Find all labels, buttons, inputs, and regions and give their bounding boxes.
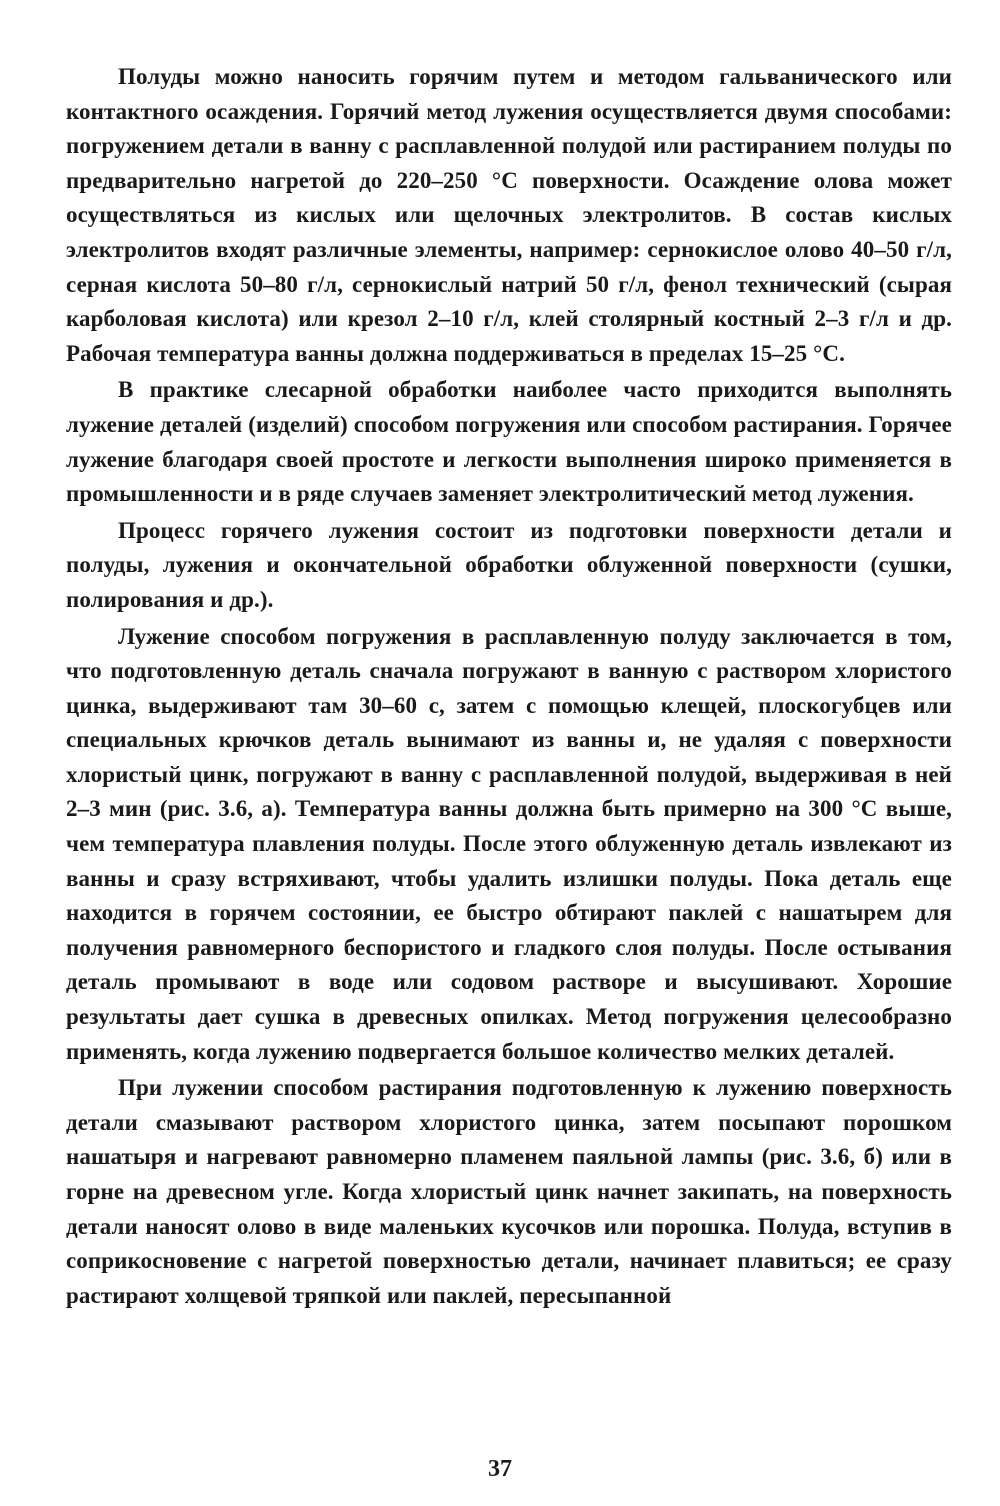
paragraph-1: Полуды можно наносить горячим путем и методом гальванического или контактного осаждения. Горячий метод лужения осуществляется двумя способами: погружением детали в ванну с расплавленной полудой или растиранием полуды по предварительно нагретой до 220–250 °С поверхности. Осаждение олова может осуществляться из кислых или щелочных электролитов. В состав кислых электролитов входят различные элементы, например: сернокислое олово 40–50 г/л, серная кислота 50–80 г/л, сернокислый натрий 50 г/л, фенол технический (сырая карболовая кислота) или крезол 2–10 г/л, клей столярный костный 2–3 г/л и др. Рабочая температура ванны должна поддерживаться в пределах 15–25 °С. <box>66 64 952 366</box>
paragraph-2: В практике слесарной обработки наиболее часто приходится выполнять лужение деталей (изделий) способом погружения или способом растирания. Горячее лужение благодаря своей простоте и легкости выполнения широко применяется в промышленности и в ряде случаев заменяет электролитический метод лужения. <box>66 377 952 507</box>
page-number: 37 <box>488 1456 512 1482</box>
paragraph-4: Лужение способом погружения в расплавленную полуду заключается в том, что подготовленную деталь сначала погружают в ванную с раствором хлористого цинка, выдерживают там 30–60 с, затем с помощью клещей, плоскогубцев или специальных крючков деталь вынимают из ванны и, не удаляя с поверхности хлористый цинк, погружают в ванну с расплавленной полудой, выдерживая в ней 2–3 мин (рис. 3.6, а). Температура ванны должна быть примерно на 300 °С выше, чем температура плавления полуды. После этого облуженную деталь извлекают из ванны и сразу встряхивают, чтобы удалить излишки полуды. Пока деталь еще находится в горячем состоянии, ее быстро обтирают паклей с нашатырем для получения равномерного беспористого и гладкого слоя полуды. После остывания деталь промывают в воде или содовом растворе и высушивают. Хорошие результаты дает сушка в древесных опилках. Метод погружения целесообразно применять, когда лужению подвергается большое количество мелких деталей. <box>66 623 952 1064</box>
paragraph-3: Процесс горячего лужения состоит из подготовки поверхности детали и полуды, лужения и окончательной обработки облуженной поверхности (сушки, полирования и др.). <box>66 517 952 612</box>
paragraph-5: При лужении способом растирания подготовленную к лужению поверхность детали смазывают раствором хлористого цинка, затем посыпают порошком нашатыря и нагревают равномерно пламенем паяльной лампы (рис. 3.6, б) или в горне на древесном угле. Когда хлористый цинк начнет закипать, на поверхность детали наносят олово в виде маленьких кусочков или порошка. Полуда, вступив в соприкосновение с нагретой поверхностью детали, начинает плавиться; ее сразу растирают холщевой тряпкой или паклей, пересыпанной <box>66 1075 952 1308</box>
page-body <box>66 60 952 1313</box>
